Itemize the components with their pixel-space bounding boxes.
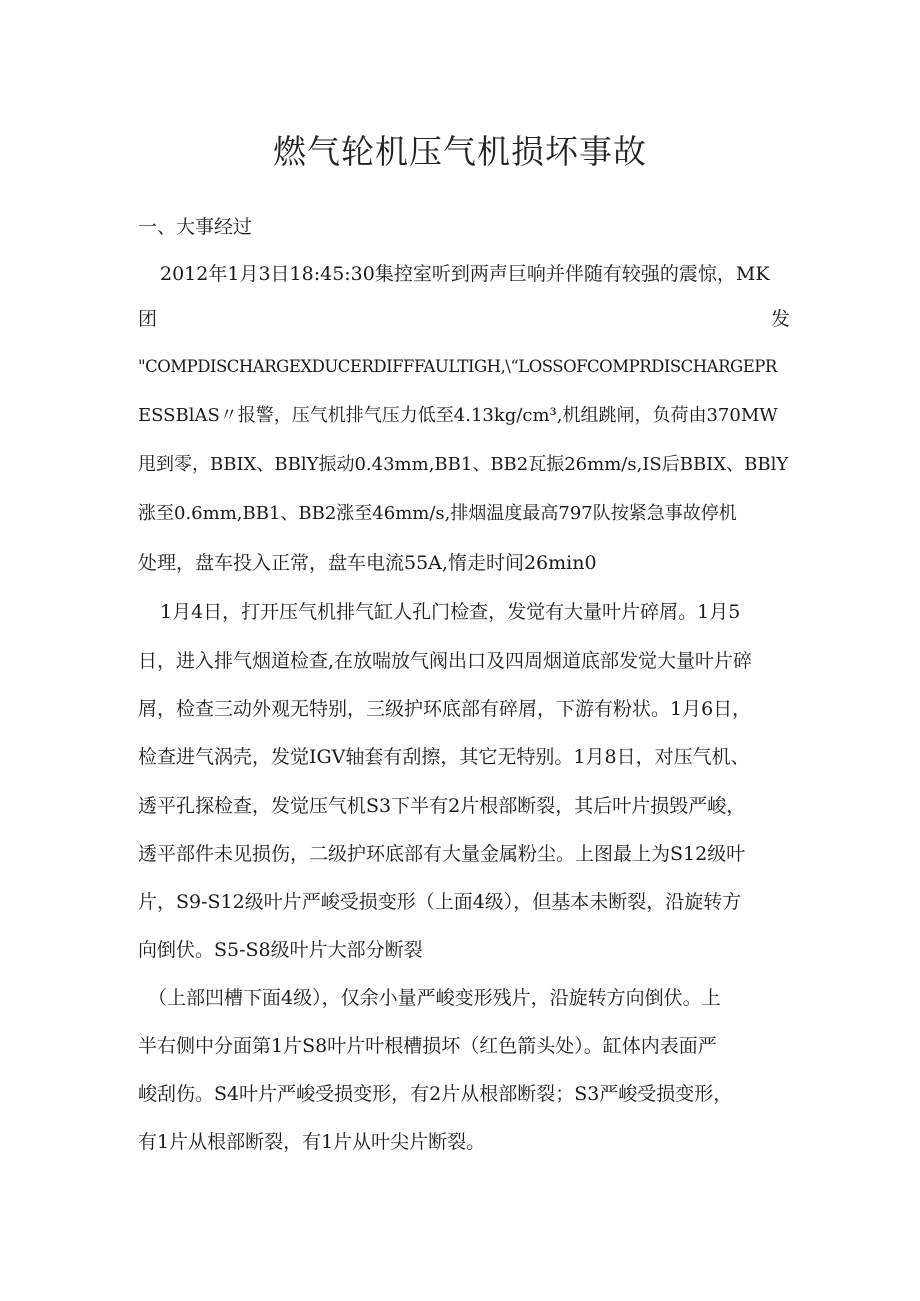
paragraph-2-line-5: 透平孔探检查，发觉压气机S3下半有2片根部断裂，其后叶片损毁严峻， [138, 795, 746, 817]
paragraph-1-line-2 [138, 305, 790, 333]
paragraph-2-line-1: 1月4日，打开压气机排气缸人孔门检查，发觉有大量叶片碎屑。1月5 [160, 601, 741, 623]
paragraph-1-line-5: 甩到零，BBIX、BBlY振动0.43mm,BB1、BB2瓦振26mm∕s,IS后BBIX、BBlY [138, 454, 789, 475]
paragraph-2-line-8: 向倒伏。S5-S8级叶片大部分断裂 [138, 939, 423, 961]
paragraph-2-line-3: 屑，检查三动外观无特别，三级护环底部有碎屑，下游有粉状。1月6日， [138, 698, 752, 720]
document-title: 燃气轮机压气机损坏事故 [273, 132, 647, 171]
paragraph-1-line-3: "COMPDISCHARGEXDUCERDIFFFAULTIGH‚\“LOSSOFCOMPRDISCHARGEPR [138, 357, 777, 376]
paragraph-3-line-3: 峻刮伤。S4叶片严峻受损变形，有2片从根部断裂；S3严峻受损变形， [138, 1083, 733, 1105]
paragraph-3-line-1: （上部凹槽下面4级），仅余小量严峻变形残片，沿旋转方向倒伏。上 [148, 987, 721, 1009]
paragraph-1-line-4: ESSBlAS〃报警，压气机排气压力低至4.13kg∕cm³,机组跳闸，负荷由370MW [138, 405, 778, 426]
paragraph-1-line-2-right: 发 [770, 308, 790, 330]
paragraph-3-line-4: 有1片从根部断裂，有1片从叶尖片断裂。 [138, 1131, 486, 1153]
paragraph-2-line-6: 透平部件未见损伤，二级护环底部有大量金属粉尘。上图最上为S12级叶 [138, 843, 746, 865]
paragraph-2-line-7: 片，S9-S12级叶片严峻受损变形（上面4级），但基本未断裂，沿旋转方 [138, 891, 742, 913]
paragraph-1-line-7: 处理，盘车投入正常，盘车电流55A,惰走时间26min0 [138, 552, 597, 574]
paragraph-3-line-2: 半右侧中分面第1片S8叶片叶根槽损坏（红色箭头处）。缸体内表面严 [138, 1035, 717, 1057]
paragraph-2-line-4: 检查进气涡壳，发觉IGV轴套有刮擦，其它无特别。1月8日，对压气机、 [138, 746, 750, 768]
paragraph-1-line-1: 2012年1月3日18:45:30集控室听到两声巨响并伴随有较强的震惊，MK [160, 263, 770, 285]
paragraph-1-line-2-left: 团 [138, 308, 158, 330]
paragraph-2-line-2: 日，进入排气烟道检查,在放喘放气阀出口及四周烟道底部发觉大量叶片碎 [138, 650, 753, 672]
paragraph-1-line-6: 涨至0.6mm,BB1、BB2涨至46mm∕s,排烟温度最高797队按紧急事故停机 [138, 503, 737, 524]
section-heading: 一、大事经过 [138, 216, 253, 238]
